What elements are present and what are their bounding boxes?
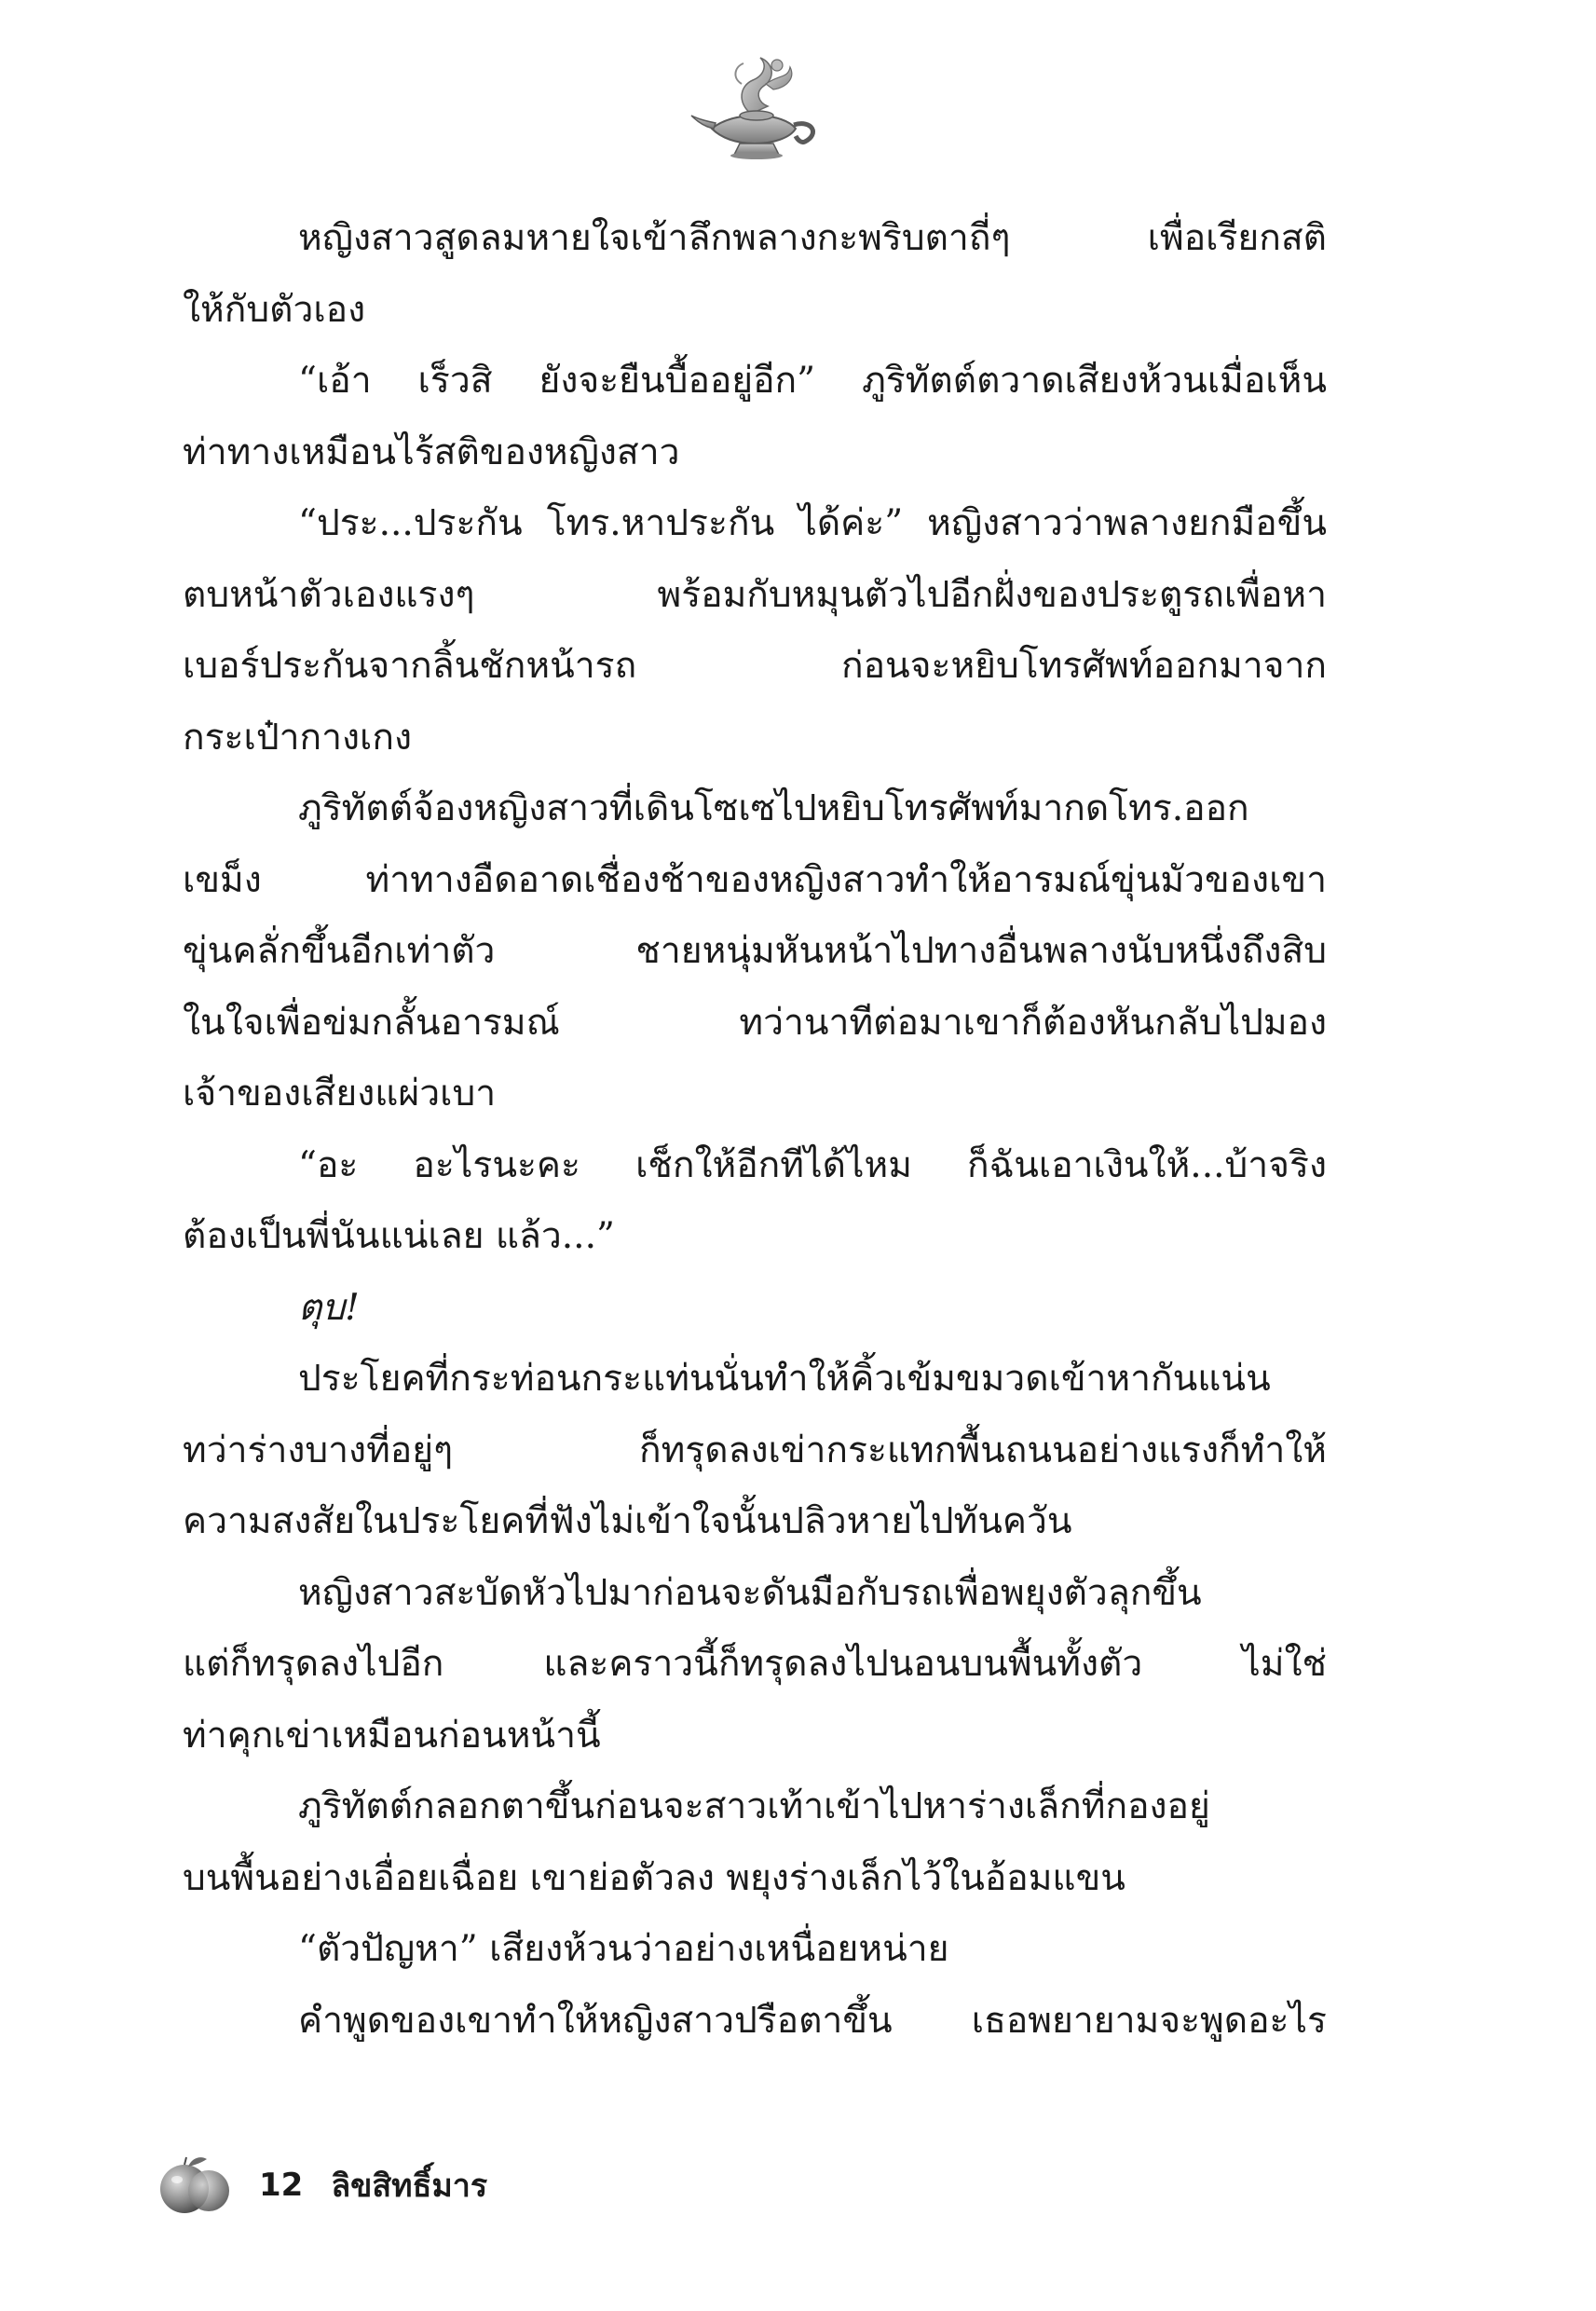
text-line: ภูริทัตต์กลอกตาขึ้นก่อนจะสาวเท้าเข้าไปหาร่างเล็กที่กองอยู่ <box>298 1785 1210 1827</box>
text-line: ต้องเป็นพี่นันแน่เลย แล้ว...” <box>183 1215 615 1257</box>
text-line: หญิงสาวสูดลมหายใจเข้าลึกพลางกะพริบตาถี่ๆ เพื่อเรียกสติ <box>298 217 1327 259</box>
text-line: บนพื้นอย่างเอื่อยเฉื่อย เขาย่อตัวลง พยุงร่างเล็กไว้ในอ้อมแขน <box>183 1856 1125 1899</box>
text-line: ขุ่นคลั่กขึ้นอีกเท่าตัว ชายหนุ่มหันหน้าไปทางอื่นพลางนับหนึ่งถึงสิบ <box>183 930 1327 972</box>
text-line: ท่าคุกเข่าเหมือนก่อนหน้านี้ <box>183 1714 601 1757</box>
text-line: เขม็ง ท่าทางอืดอาดเชื่องช้าของหญิงสาวทำให้อารมณ์ขุ่นมัวของเขา <box>183 858 1327 901</box>
text-line: ภูริทัตต์จ้องหญิงสาวที่เดินโซเซไปหยิบโทรศัพท์มากดโทร.ออก <box>298 787 1249 829</box>
text-line: “ประ...ประกัน โทร.หาประกัน ได้ค่ะ” หญิงสาวว่าพลางยกมือขึ้น <box>298 502 1327 544</box>
text-line: ความสงสัยในประโยคที่ฟังไม่เข้าใจนั้นปลิวหายไปทันควัน <box>183 1500 1072 1542</box>
page-footer <box>157 2148 487 2222</box>
text-line: ตบหน้าตัวเองแรงๆ พร้อมกับหมุนตัวไปอีกฝั่งของประตูรถเพื่อหา <box>183 573 1327 616</box>
book-title: ลิขสิทธิ์มาร <box>331 2167 488 2205</box>
text-line: “เอ้า เร็วสิ ยังจะยืนบื้ออยู่อีก” ภูริทัตต์ตวาดเสียงห้วนเมื่อเห็น <box>298 360 1327 402</box>
text-line: เบอร์ประกันจากลิ้นชักหน้ารถ ก่อนจะหยิบโทรศัพท์ออกมาจาก <box>183 645 1327 687</box>
text-line: “อะ อะไรนะคะ เช็กให้อีกทีได้ไหม ก็ฉันเอาเงินให้...บ้าจริง <box>298 1143 1327 1186</box>
text-line: “ตัวปัญหา” เสียงห้วนว่าอย่างเหนื่อยหน่าย <box>298 1928 949 1970</box>
text-line: กระเป๋ากางเกง <box>183 716 413 759</box>
apple-icon <box>157 2152 233 2219</box>
text-line: ให้กับตัวเอง <box>183 288 366 331</box>
text-line: เจ้าของเสียงแผ่วเบา <box>183 1073 497 1114</box>
text-line: ประโยคที่กระท่อนกระแท่นนั่นทำให้คิ้วเข้มขมวดเข้าหากันแน่น <box>298 1358 1271 1400</box>
text-line: ท่าทางเหมือนไร้สติของหญิงสาว <box>183 431 680 473</box>
page-number: 12 <box>259 2167 304 2204</box>
text-line: ในใจเพื่อข่มกลั้นอารมณ์ ทว่านาทีต่อมาเขาก็ต้องหันกลับไปมอง <box>183 1001 1327 1044</box>
text-line: ตุบ! <box>298 1286 360 1329</box>
body-text <box>183 203 1327 2057</box>
text-line: คำพูดของเขาทำให้หญิงสาวปรือตาขึ้น เธอพยายามจะพูดอะไร <box>298 1999 1327 2042</box>
genie-lamp-icon <box>686 47 825 163</box>
text-line: แต่ก็ทรุดลงไปอีก และคราวนี้ก็ทรุดลงไปนอนบนพื้นทั้งตัว ไม่ใช่ <box>183 1643 1327 1685</box>
text-line: ทว่าร่างบางที่อยู่ๆ ก็ทรุดลงเข่ากระแทกพื้นถนนอย่างแรงก็ทำให้ <box>183 1429 1327 1471</box>
text-line: หญิงสาวสะบัดหัวไปมาก่อนจะดันมือกับรถเพื่อพยุงตัวลุกขึ้น <box>298 1571 1202 1614</box>
